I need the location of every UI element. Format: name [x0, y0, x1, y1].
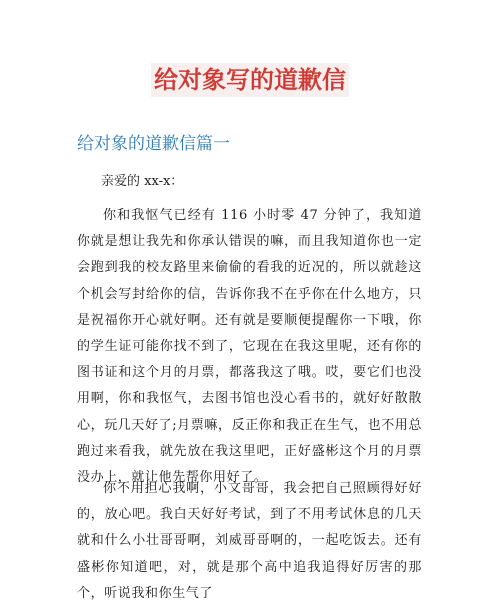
document-title-block [0, 63, 500, 97]
section-heading: 给对象的道歉信篇一 [77, 134, 230, 154]
body-paragraph: 你不用担心我啊，小文哥哥，我会把自己照顾得好好的，放心吧。我白天好好考试，到了不用考试休息的几天就和什么小壮哥哥啊，刘威哥哥啊的，一起吃饭去。还有盛彬你知道吧，对，就是那个高中追我追得好厉害的那个，听说我和你生气了 [77, 481, 422, 601]
body-paragraph: 你和我怄气已经有 116 小时零 47 分钟了，我知道你就是想让我先和你承认错误的嘛，而且我知道你也一定会跑到我的校友路里来偷偷的看我的近况的，所以就趁这个机会写封给你的信，告诉你我不在乎你在什么地方，只是祝福你开心就好啊。还有就是要顺便提醒你一下哦，你的学生证可能你找不到了，它现在在我这里呢，还有你的图书证和这个月的月票，都落我这了哦。哎，要它们也没用啊，你和我怄气，去图书馆也没心看书的，就好好散散心，玩几天好了;月票嘛，反正你和我正在生气，也不用总跑过来看我，就先放在我这里吧，正好盛彬这个月的月票没办上，就让他先帮你用好了。 [77, 208, 422, 486]
salutation: 亲爱的 xx-x： [101, 174, 184, 189]
document-title: 给对象写的道歉信 [151, 63, 349, 97]
